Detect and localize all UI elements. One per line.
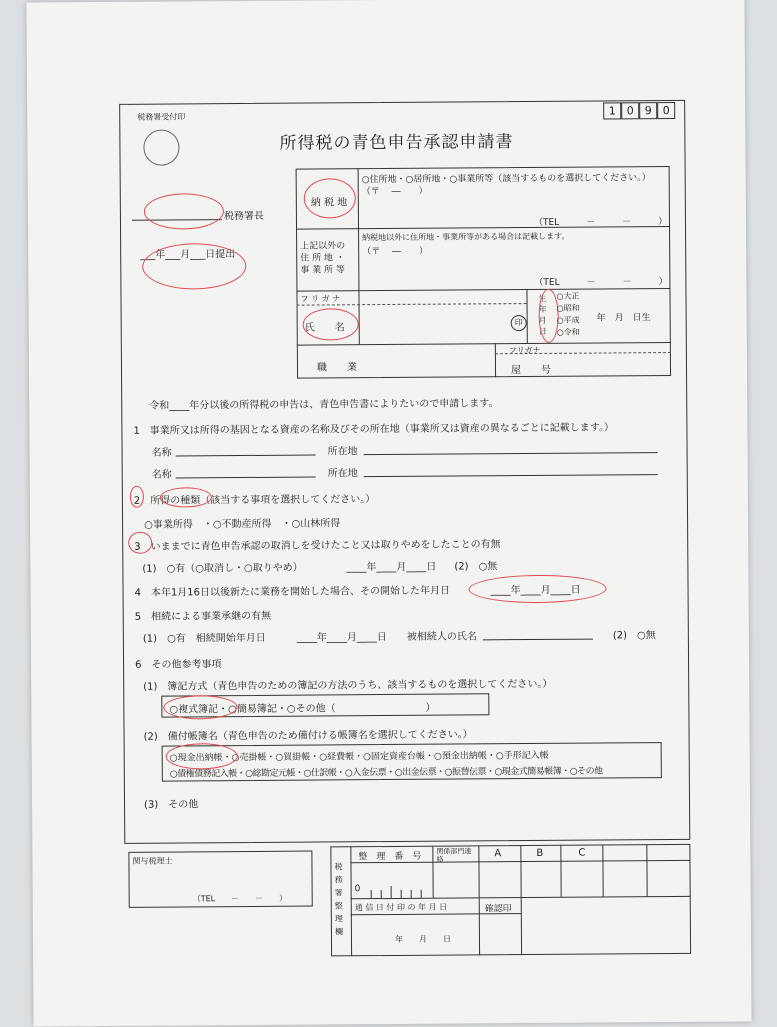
red-highlight-circle xyxy=(304,178,356,218)
form-number-digit: 9 xyxy=(639,102,657,119)
section-6-heading: 6 その他参考事項 xyxy=(135,659,222,671)
shop-name-label: 屋 号 xyxy=(510,364,552,377)
decedent-name-label: 被相続人の氏名 xyxy=(406,631,477,643)
comm-date-label: 通 信 日 付 印 の 年 月 日 xyxy=(354,902,448,913)
era-option-reiwa[interactable]: ○令和 xyxy=(556,327,580,337)
other-place-note: 納税地以外に住所地・事業所等がある場合は記載します。 xyxy=(362,231,570,243)
column-c: C xyxy=(578,847,586,859)
receipt-stamp-label: 税務署受付印 xyxy=(137,112,186,122)
red-highlight-circle xyxy=(130,486,144,508)
era-option-heisei[interactable]: ○平成 xyxy=(556,315,580,325)
other-tel-field[interactable]: （TEL － － ） xyxy=(534,277,668,288)
comm-date-value[interactable]: 年 月 日 xyxy=(394,934,452,944)
ledger-options-row-2[interactable]: ○債権債務記入帳・○総勘定元帳・○仕訳帳・○入金伝票・○出金伝票・○振替伝票・○現金式簡易帳簿・○その他 xyxy=(169,766,603,780)
receipt-stamp-circle xyxy=(143,129,179,165)
cancellation-yes-option[interactable]: (1) ○有（○取消し・○取りやめ） xyxy=(142,562,303,575)
business-location-label: 所在地 xyxy=(327,446,358,458)
era-option-taisho[interactable]: ○大正 xyxy=(556,291,580,301)
furigana-label: フ リ ガ ナ xyxy=(300,294,341,304)
tel-field[interactable]: （TEL － － ） xyxy=(533,217,668,228)
red-highlight-circle xyxy=(128,532,152,554)
form-number-digit: 0 xyxy=(621,102,639,119)
tax-place-label: 納 税 地 xyxy=(310,197,348,209)
era-option-showa[interactable]: ○昭和 xyxy=(556,303,580,313)
business-start-date[interactable]: ____年____月____日 xyxy=(490,584,581,597)
name-label: 氏 名 xyxy=(304,322,345,334)
income-type-options[interactable]: ○事業所得 ・○不動産所得 ・○山林所得 xyxy=(144,518,341,531)
serial-number-ticks[interactable] xyxy=(26,0,744,3)
form-number-digit: 0 xyxy=(657,102,675,119)
office-use-label: 税務署整理欄 xyxy=(334,862,343,937)
submission-date: ___年___月___日提出 xyxy=(140,249,236,261)
cancellation-no-option[interactable]: (2) ○無 xyxy=(454,561,498,573)
birth-date-label: 生年月日 xyxy=(538,293,547,336)
ledger-options-row-1[interactable]: ○現金出納帳・○売掛帳・○買掛帳・○経費帳・○固定資産台帳・○預金出納帳・○手形記入帳 xyxy=(169,750,549,764)
cancellation-date[interactable]: ____年____月____日 xyxy=(346,561,437,574)
other-notes-heading: (3) その他 xyxy=(144,799,199,811)
inheritance-yes-option[interactable]: (1) ○有 相続開始年月日 xyxy=(142,632,266,645)
section-2-heading: 2 所得の種類（該当する事項を選択してください。） xyxy=(133,494,376,507)
form-number-digit: 1 xyxy=(603,102,621,119)
section-4-heading: 4 本年1月16日以後新たに業務を開始した場合、その開始した年月日 xyxy=(134,585,451,599)
form-title: 所得税の青色申告承認申請書 xyxy=(279,132,514,154)
inheritance-date[interactable]: ____年____月____日 xyxy=(296,632,387,644)
other-place-label: 上記以外の 住 所 地 ・ 事 業 所 等 xyxy=(300,241,346,276)
tax-office-suffix: 税務署長 xyxy=(223,210,264,223)
occupation-label: 職 業 xyxy=(316,362,358,374)
section-1-heading: 1 事業所又は所得の基因となる資産の名称及びその所在地（事業所又は資産の異なるごとに記載します。） xyxy=(133,422,615,437)
business-name-label: 名称 xyxy=(151,469,172,481)
bookkeeping-method-heading: (1) 簿記方式（青色申告のための簿記の方法のうち、該当するものを選択してください。） xyxy=(143,678,553,693)
section-5-heading: 5 相続による事業承継の有無 xyxy=(134,610,272,623)
tax-accountant-tel[interactable]: （TEL － － ） xyxy=(192,893,288,904)
shop-furigana-label: フリガナ xyxy=(508,345,541,356)
tax-place-options[interactable]: ○住所地・○居所地・○事業所等（該当するものを選択してください。） xyxy=(361,173,651,186)
intro-statement: 令和____年分以後の所得税の申告は、青色申告書によりたいので申請します。 xyxy=(149,398,499,412)
bookkeeping-method-options[interactable]: ○複式簿記・○簡易簿記・○その他（ ） xyxy=(169,702,436,716)
section-3-heading: 3 いままでに青色申告承認の取消しを受けたこと又は取りやめをしたことの有無 xyxy=(134,539,501,553)
postal-code-field[interactable]: （〒 ― ） xyxy=(361,186,428,198)
application-form-sheet xyxy=(26,0,751,1026)
ledger-names-heading: (2) 備付帳簿名（青色申告のため備付ける帳簿名を選択してください。） xyxy=(143,729,473,743)
business-name-label: 名称 xyxy=(151,447,172,459)
serial-number-label: 整 理 番 号 xyxy=(358,851,422,863)
other-postal-code-field[interactable]: （〒 ― ） xyxy=(362,246,429,258)
dept-contact-label: 関係部門連絡 xyxy=(436,847,472,864)
birth-date-field[interactable]: 年 月 日生 xyxy=(596,313,651,324)
confirm-seal-label: 確認印 xyxy=(484,904,512,915)
column-b: B xyxy=(536,847,544,859)
seal-mark: 印 xyxy=(511,315,527,331)
column-a: A xyxy=(494,848,502,860)
business-location-label: 所在地 xyxy=(327,468,358,480)
tax-accountant-label: 関与税理士 xyxy=(132,856,173,866)
inheritance-no-option[interactable]: (2) ○無 xyxy=(612,630,656,642)
serial-number-prefix: 0 xyxy=(354,884,361,895)
